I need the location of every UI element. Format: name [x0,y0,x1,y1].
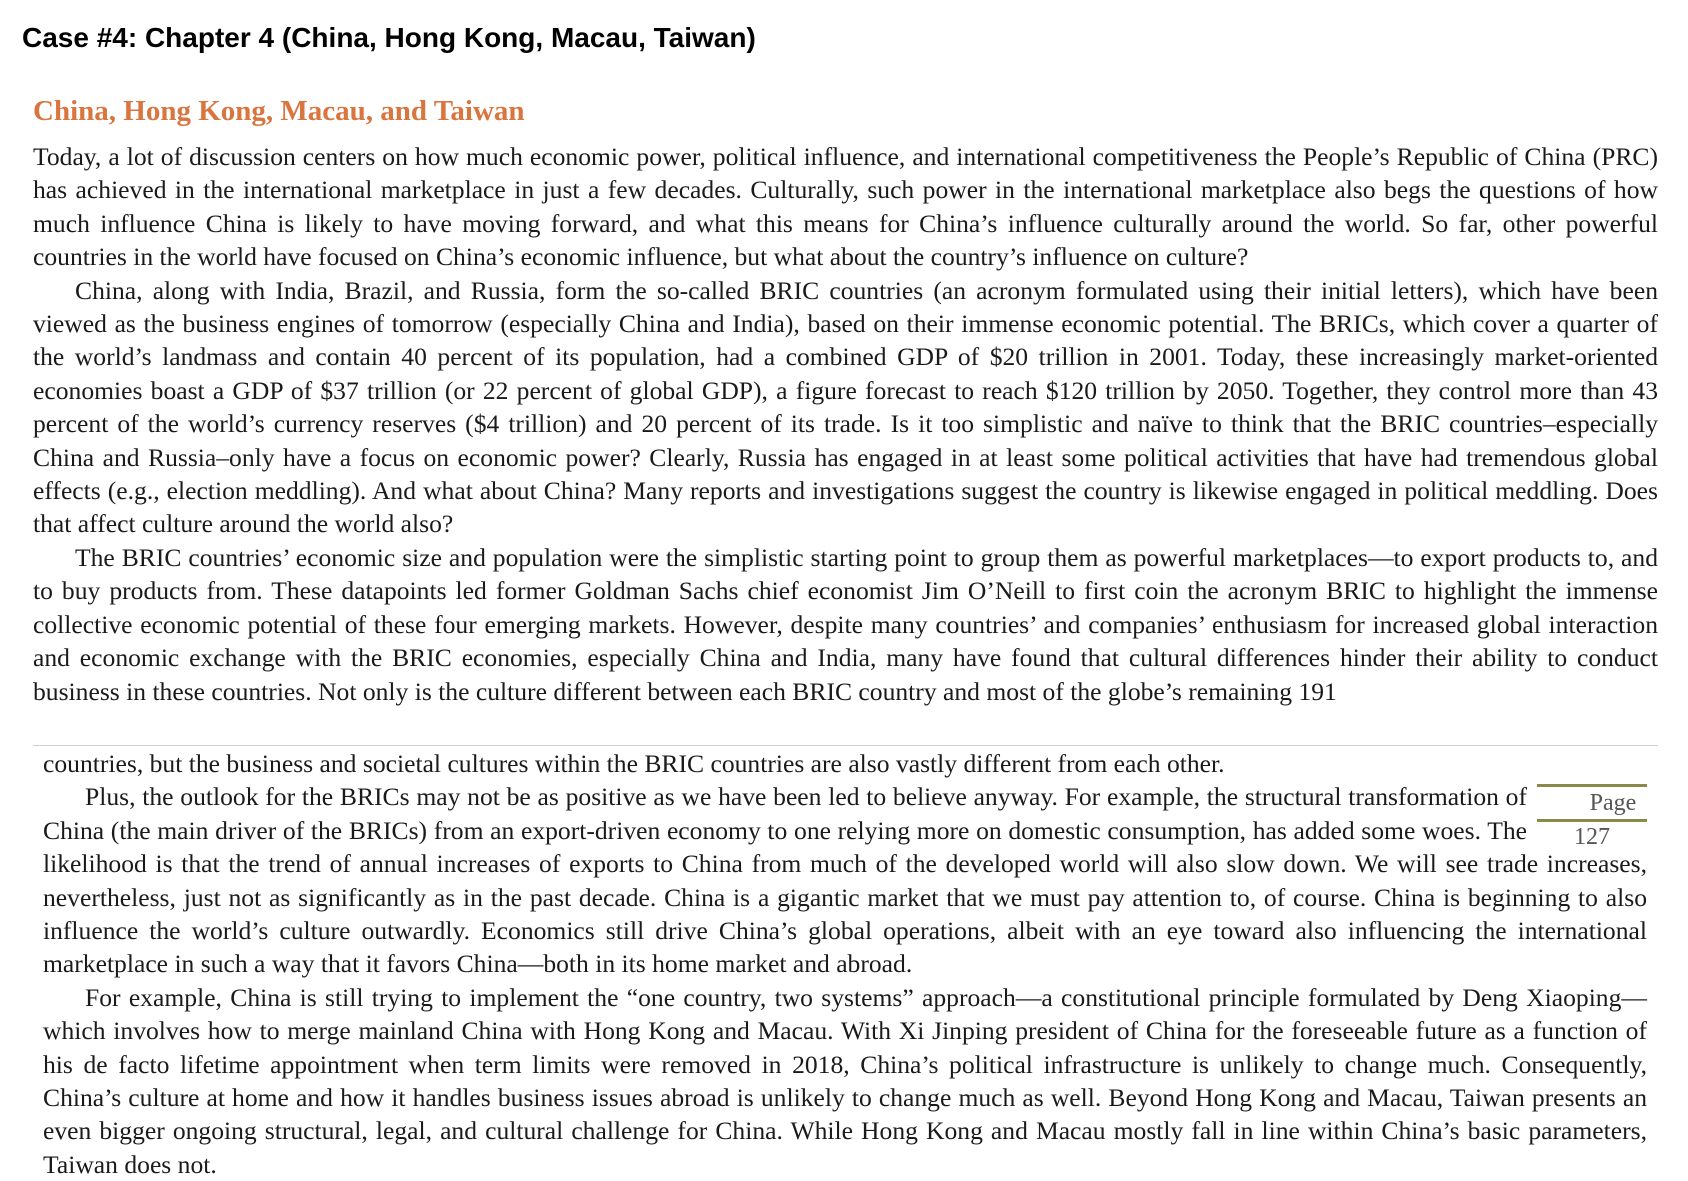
page-number-label: Page 127 [1574,790,1637,851]
paragraph-bric-outlook-text: Plus, the outlook for the BRICs may not be as positive as we have been led to believe anyway. For example, the structural transformation of China (the main driver of the BRICs) from an export-driven economy to one relying more on domestic consumption, has added some woes. The likelihood is that the trend of annual increases of exports to China from much of the developed world will also slow down. We will see trade increases, nevertheless, just not as significantly as in the past decade. China is a gigantic market that we must pay attention to, of course. China is beginning to also influence the world’s culture outwardly. Economics still drive China’s global operations, albeit with an eye toward also influencing the international marketplace in such a way that it favors China—both in its home market and abroad. [43,782,1647,979]
excerpt-divider [33,745,1658,746]
book-excerpt-top [33,90,1658,708]
book-excerpt-bottom [43,747,1647,1181]
paragraph-intro: Today, a lot of discussion centers on how much economic power, political influence, and international competitiveness the People’s Republic of China (PRC) has achieved in the international marketplace in just a few decades. Culturally, such power in the international marketplace also begs the questions of how much influence China is likely to have moving forward, and what this means for China’s influence culturally around the world. So far, other powerful countries in the world have focused on China’s economic influence, but what about the country’s influence on culture? [33,142,1658,272]
paragraph-one-country-two-systems: For example, China is still trying to implement the “one country, two systems” approach—a constitutional principle formulated by Deng Xiaoping—which involves how to merge mainland China with Hong Kong and Macau. With Xi Jinping president of China for the foreseeable future as a function of his de facto lifetime appointment when term limits were removed in 2018, China’s political infrastructure is unlikely to change much. Consequently, China’s culture at home and how it handles business issues abroad is unlikely to change much as well. Beyond Hong Kong and Macau, Taiwan presents an even bigger ongoing structural, legal, and cultural challenge for China. While Hong Kong and Macau mostly fall in line within China’s basic parameters, Taiwan does not. [43,982,1647,1179]
page-number-marker [1537,786,1647,851]
slide-title: Case #4: Chapter 4 (China, Hong Kong, Macau, Taiwan) [22,22,756,53]
paragraph-bric-overview: China, along with India, Brazil, and Russia, form the so-called BRIC countries (an acronym formulated using their initial letters), which have been viewed as the business engines of tomorrow (especially China and India), based on their immense economic potential. The BRICs, which cover a quarter of the world’s landmass and contain 40 percent of its population, had a combined GDP of $20 trillion in 2001. Today, these increasingly market-oriented economies boast a GDP of $37 trillion (or 22 percent of global GDP), a figure forecast to reach $120 trillion by 2050. Together, they control more than 43 percent of the world’s currency reserves ($4 trillion) and 20 percent of its trade. Is it too simplistic and naïve to think that the BRIC countries–especially China and Russia–only have a focus on economic power? Clearly, Russia has engaged in at least some political activities that have had tremendous global effects (e.g., election meddling). And what about China? Many reports and investigations suggest the country is likewise engaged in political meddling. Does that affect culture around the world also? [33,275,1658,539]
section-heading: China, Hong Kong, Macau, and Taiwan [33,95,525,127]
paragraph-continuation: countries, but the business and societal cultures within the BRIC countries are also vastly different from each other. [43,749,1225,778]
paragraph-bric-outlook [43,780,1647,980]
paragraph-bric-origin: The BRIC countries’ economic size and population were the simplistic starting point to group them as powerful marketplaces—to export products to, and to buy products from. These datapoints led former Goldman Sachs chief economist Jim O’Neill to first coin the acronym BRIC to highlight the immense collective economic potential of these four emerging markets. However, despite many countries’ and companies’ enthusiasm for increased global interaction and economic exchange with the BRIC economies, especially China and India, many have found that cultural differences hinder their ability to conduct business in these countries. Not only is the culture different between each BRIC country and most of the globe’s remaining 191 [33,542,1658,706]
